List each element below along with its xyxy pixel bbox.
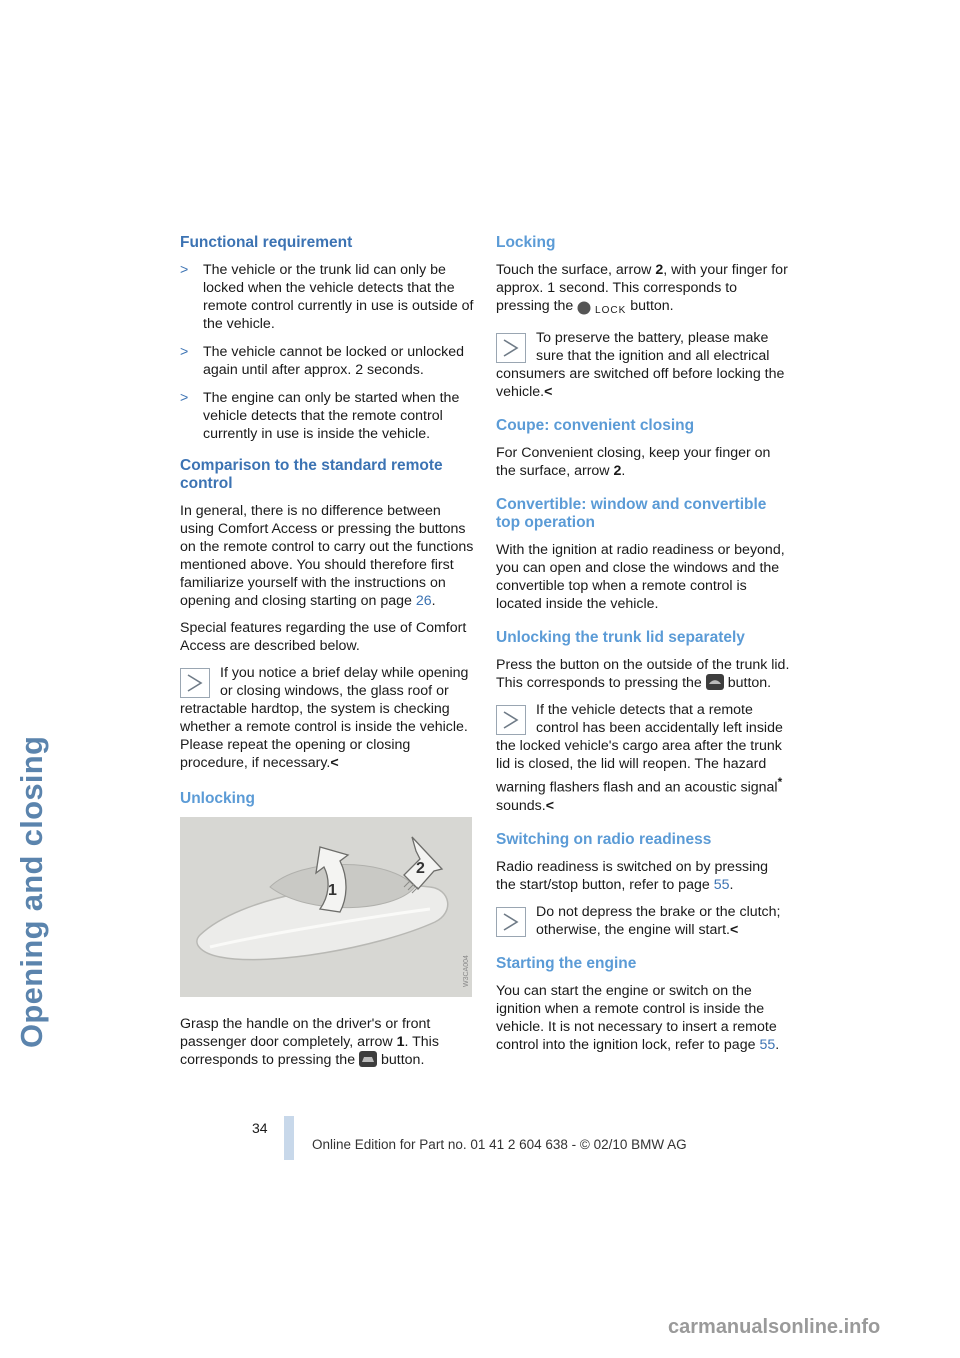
door-handle-illustration [180, 817, 472, 997]
unlocking-heading: Unlocking [180, 790, 255, 807]
page-number: 34 [252, 1120, 268, 1136]
bullet-mark: > [180, 344, 189, 360]
door-handle-figure [180, 817, 472, 997]
arrow-1-label: 1 [328, 882, 337, 899]
chapter-side-title [4, 228, 154, 1048]
arrow-2-label: 2 [416, 860, 425, 877]
lock-button-disc-icon [577, 301, 591, 315]
note-text: If you notice a brief delay while opening or closing windows, the glass roof or retractable hardtop, the system is checking whether a remote control is inside the vehicle. Please repeat the opening or closing procedure, if necessary. [180, 665, 469, 771]
left-column [180, 228, 474, 1078]
coupe-heading: Coupe: convenient closing [496, 417, 695, 434]
note-text: If the vehicle detects that a remote control has been accidentally left inside the locked vehicle's cargo area after the trunk lid is closed, the lid will reopen. The hazard warning flashers flash and an acoustic signal [496, 702, 783, 796]
lock-button-label: LOCK [595, 305, 627, 316]
watermark: carmanualsonline.info [668, 1316, 881, 1338]
comparison-paragraph: In general, there is no difference between using Comfort Access or pressing the buttons on the remote control to carry out the functions mentioned above. You should therefore first familiarize yourself with the instructions on opening and closing starting on page 26. [180, 503, 474, 609]
chapter-side-title-text: Opening and closing [14, 735, 49, 1048]
bullet-text: The vehicle or the trunk lid can only be locked when the vehicle detects that the remote control currently in use is outside of the vehicle. [203, 262, 474, 332]
right-column [496, 228, 790, 1063]
bullet-item [180, 343, 474, 379]
bullet-item [180, 261, 474, 333]
trunk-paragraph: Press the button on the outside of the trunk lid. This corresponds to pressing the button. [496, 657, 790, 691]
unlocking-paragraph: Grasp the handle on the driver's or front passenger door completely, arrow 1. This corresponds to pressing the button. [180, 1016, 439, 1068]
convertible-paragraph: With the ignition at radio readiness or beyond, you can open and close the windows and the convertible top when a remote control is located inside the vehicle. [496, 542, 785, 612]
page-link-55[interactable]: 55 [713, 876, 730, 893]
note-arrow-icon [496, 705, 526, 735]
radio-paragraph: Radio readiness is switched on by pressing the start/stop button, refer to page 55. [496, 858, 769, 893]
bullet-item [180, 389, 474, 443]
note-text: To preserve the battery, please make sure that the ignition and all electrical consumers are switched off before locking the vehicle. [496, 330, 785, 400]
note-arrow-icon [496, 333, 526, 363]
end-mark: < [544, 384, 553, 400]
locking-paragraph: Touch the surface, arrow 2, with your finger for approx. 1 second. This corresponds to pressing the LOCK button. [496, 261, 790, 320]
lock-button-icon [577, 301, 626, 320]
note-box [496, 329, 790, 401]
convertible-heading: Convertible: window and convertible top operation [496, 496, 767, 531]
locking-heading: Locking [496, 234, 556, 251]
trunk-button-icon [706, 674, 724, 690]
figure-code: W3CA004 [463, 955, 470, 987]
comparison-heading: Comparison to the standard remote control [180, 457, 443, 492]
end-mark: < [730, 921, 739, 938]
note-box [496, 903, 790, 939]
page-link-55[interactable]: 55 [759, 1036, 776, 1053]
coupe-paragraph: For Convenient closing, keep your finger on the surface, arrow 2. [496, 445, 771, 479]
starting-engine-heading: Starting the engine [496, 954, 637, 972]
end-mark: < [330, 755, 339, 771]
optional-equipment-asterisk: * [777, 775, 783, 789]
note-arrow-icon [496, 907, 526, 937]
bullet-mark: > [180, 262, 189, 278]
end-mark: < [545, 797, 554, 814]
note-box [180, 664, 474, 772]
note-text: Do not depress the brake or the clutch; otherwise, the engine will start. [536, 903, 781, 938]
note-arrow-icon [180, 668, 210, 698]
page-link-26[interactable]: 26 [415, 593, 432, 609]
bullet-text: The vehicle cannot be locked or unlocked again until after approx. 2 seconds. [203, 344, 465, 378]
footer-bar [284, 1116, 294, 1160]
bullet-text: The engine can only be started when the vehicle detects that the remote control currently in use is inside the vehicle. [203, 390, 460, 442]
unlock-car-icon [359, 1051, 377, 1067]
starting-paragraph: You can start the engine or switch on the ignition when a remote control is inside the vehicle. It is not necessary to insert a remote control into the ignition lock, refer to page 55. [496, 982, 780, 1053]
comparison-paragraph-2: Special features regarding the use of Comfort Access are described below. [180, 620, 467, 654]
radio-readiness-heading: Switching on radio readiness [496, 830, 712, 848]
bullet-mark: > [180, 390, 189, 406]
footer-edition-text: Online Edition for Part no. 01 41 2 604 638 - © 02/10 BMW AG [312, 1137, 687, 1152]
note-box: If the vehicle detects that a remote control has been accidentally left inside the locked vehicle's cargo area after the trunk lid is closed, the lid will reopen. The hazard warning flashers flash and an acoustic signal* sounds.< [496, 702, 783, 814]
trunk-heading: Unlocking the trunk lid separately [496, 629, 745, 646]
functional-requirement-heading: Functional requirement [180, 234, 353, 251]
